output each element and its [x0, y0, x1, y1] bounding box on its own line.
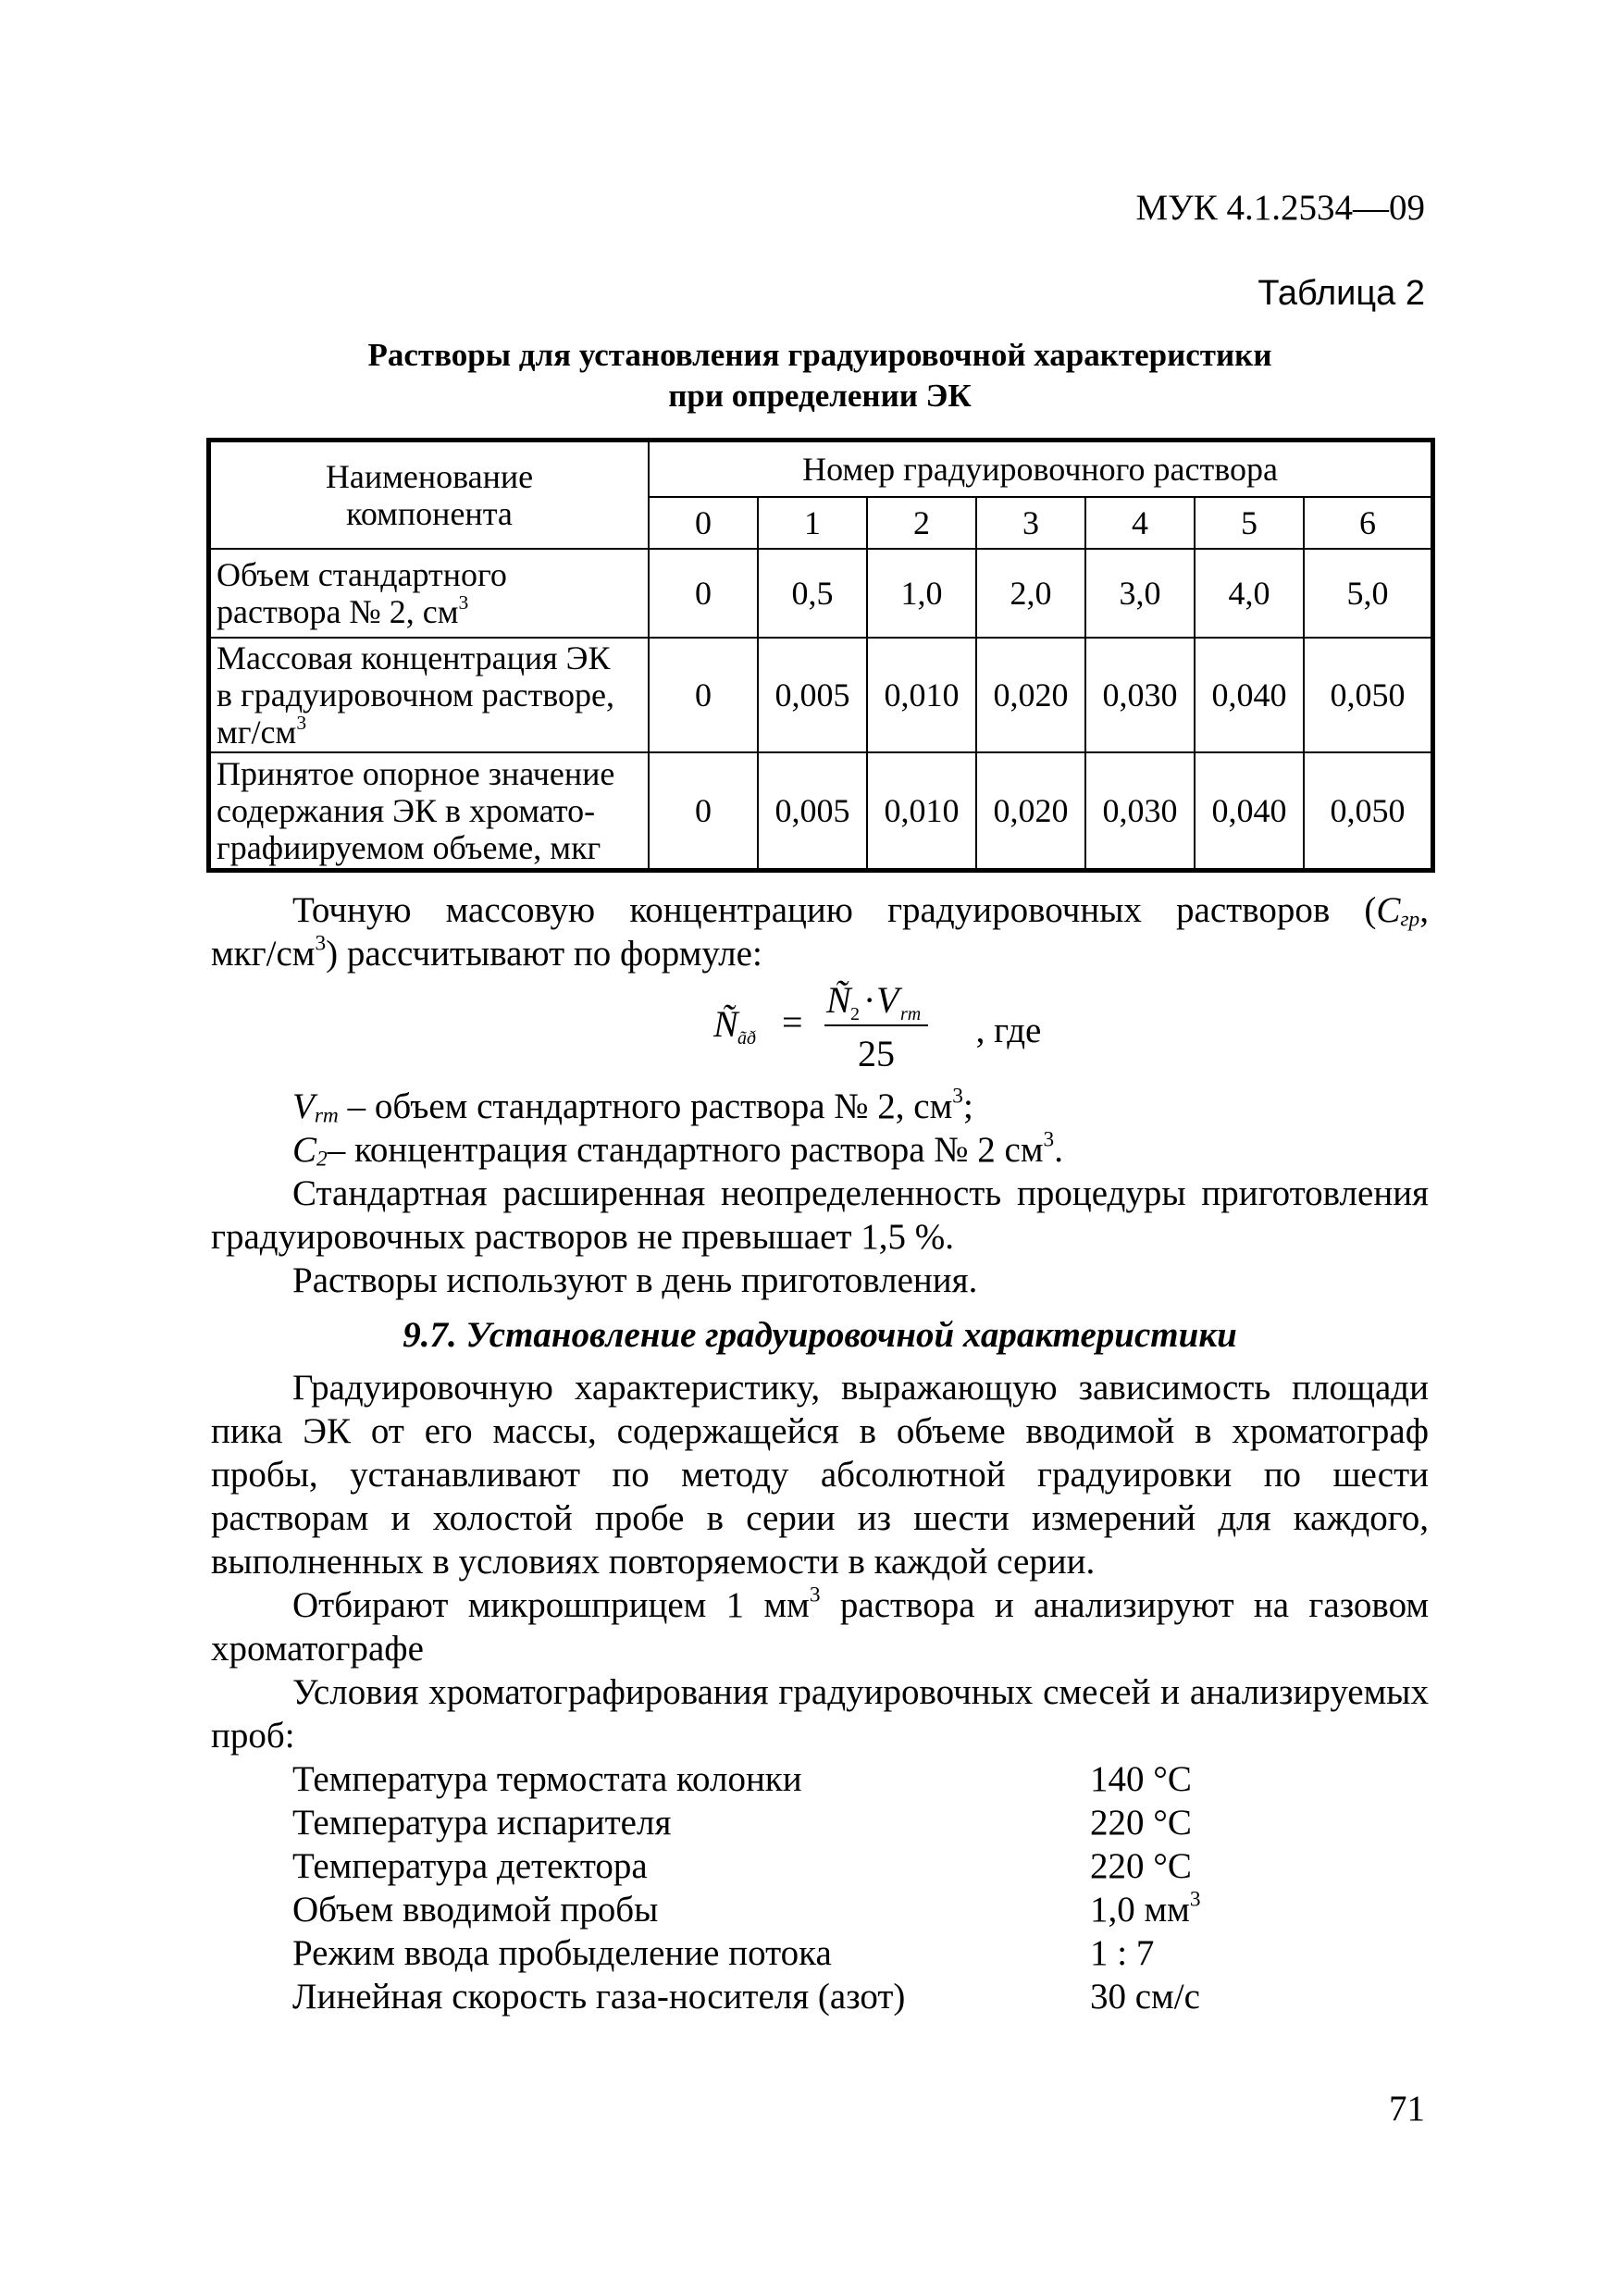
table-title [211, 335, 1429, 416]
formula-lhs: Ñ [712, 1003, 738, 1045]
table-row [210, 638, 1431, 752]
symbol-text: C [292, 1130, 317, 1170]
superscript: 3 [952, 1084, 963, 1109]
symbol-text: C [1376, 890, 1401, 930]
row-label-line: содержания ЭК в хромато- [217, 792, 596, 829]
table-row [210, 549, 1431, 638]
paragraph-formula-intro-line-2 [211, 932, 1429, 975]
row-label-text: мг/см [217, 714, 297, 751]
condition-label: Температура детектора [292, 1846, 648, 1886]
condition-value: 220 °С [1090, 1846, 1192, 1886]
table-cell: 0,040 [1195, 752, 1304, 869]
text-span: – объем стандартного раствора № 2, см [338, 1086, 953, 1126]
row-label-mass-concentration [210, 638, 649, 752]
formula-numerator-c-subscript: 2 [849, 1004, 860, 1024]
formula-equals: = [781, 1001, 803, 1043]
condition-value: 30 см/с [1090, 1977, 1200, 2017]
formula-numerator-c: Ñ [825, 979, 851, 1021]
table-cell: 5,0 [1304, 549, 1431, 638]
row-label-line: графиируемом объеме, мкг [217, 829, 601, 866]
condition-label: Режим ввода пробыделение потока [292, 1933, 832, 1973]
row-label-line: в градуировочном растворе, [217, 676, 615, 714]
table-cell: 2,0 [976, 549, 1085, 638]
condition-label: Температура испарителя [292, 1803, 672, 1843]
column-header-component [210, 441, 649, 549]
formula-where: , где [975, 1010, 1042, 1050]
table-row [210, 752, 1431, 869]
symbol-text: V [292, 1086, 315, 1126]
calibration-solutions-table [209, 441, 1432, 870]
table-cell: 0,050 [1304, 752, 1431, 869]
text-span: мкг/см [211, 934, 316, 974]
subscript: 2 [316, 1147, 328, 1172]
superscript: 3 [1043, 1127, 1055, 1152]
formula-numerator-v-subscript: rm [899, 1004, 921, 1024]
condition-label: Объем вводимой пробы [292, 1890, 659, 1930]
row-label-line [217, 711, 648, 751]
table-cell: 1,0 [867, 549, 976, 638]
condition-value-with-unit [1090, 1888, 1201, 1931]
solution-number-cell: 3 [976, 497, 1085, 549]
solution-number-cell: 2 [867, 497, 976, 549]
condition-value: 220 °С [1090, 1803, 1192, 1843]
superscript: 3 [315, 931, 327, 956]
formula-graphic [710, 975, 969, 1085]
list-item [211, 1888, 1429, 1931]
text-span: , [1419, 890, 1429, 930]
paragraph-uncertainty: Стандартная расширенная неопределенность процедуры приготовления градуировочных растворов не превышает 1,5 %. [211, 1173, 1429, 1257]
superscript: 3 [1189, 1887, 1201, 1912]
definition-vrm [211, 1085, 1429, 1128]
formula-lhs-subscript: ãð [737, 1028, 756, 1049]
text-span: . [1054, 1130, 1063, 1170]
section-title: 9.7. Установление градуировочной характеристики [403, 1315, 1237, 1355]
paragraph-calibration: Градуировочную характеристику, выражающую зависимость площади пика ЭК от его массы, содержащейся в объеме вводимой в хроматограф пробы, устанавливают по методу абсолютной градуировки по шести растворам и холостой пробе в серии из шести измерений для каждого, выполненных в условиях повторяемости в каждой серии. [211, 1368, 1429, 1582]
solution-number-cell: 5 [1195, 497, 1304, 549]
paragraph-formula-intro [211, 888, 1429, 932]
body-text [211, 888, 1429, 2018]
column-header-solution-number: Номер градуировочного раствора [649, 441, 1431, 497]
definitions [211, 1085, 1429, 1172]
condition-label: Температура термостата колонки [292, 1759, 802, 1799]
text-span: Отбирают микрошприцем 1 мм [292, 1585, 810, 1625]
formula [322, 975, 1429, 1085]
superscript: 3 [296, 711, 307, 734]
condition-label: Линейная скорость газа-носителя (азот) [292, 1977, 906, 2017]
symbol-c2 [292, 1130, 328, 1170]
table-cell: 0,010 [867, 638, 976, 752]
row-label-reference-content [210, 752, 649, 869]
table-cell: 4,0 [1195, 549, 1304, 638]
formula-numerator-v: V [875, 979, 899, 1021]
symbol-c [1376, 890, 1419, 930]
text-span: Точную массовую концентрацию градуировочных растворов ( [292, 890, 1377, 930]
condition-value: 1 : 7 [1090, 1933, 1155, 1973]
table-cell: 0 [649, 752, 758, 869]
condition-value: 140 °С [1090, 1759, 1192, 1799]
table-cell: 3,0 [1085, 549, 1195, 638]
chromatography-conditions [211, 1757, 1429, 2018]
subscript: rm [314, 1103, 339, 1128]
formula-multiply-dot: · [862, 979, 875, 1021]
list-item [211, 1801, 1429, 1844]
table-cell: 0,020 [976, 752, 1085, 869]
table-cell: 0,030 [1085, 752, 1195, 869]
solution-number-cell: 6 [1304, 497, 1431, 549]
solution-number-cell: 4 [1085, 497, 1195, 549]
solution-number-cell: 0 [649, 497, 758, 549]
definition-c2 [211, 1128, 1429, 1172]
formula-denominator: 25 [857, 1033, 895, 1074]
row-label-line: Массовая концентрация ЭК [217, 639, 611, 676]
page-number: 71 [1389, 2089, 1425, 2128]
list-item [211, 1975, 1429, 2018]
table-cell: 0 [649, 549, 758, 638]
paragraph-usage: Растворы используют в день приготовления. [292, 1260, 978, 1300]
list-item [211, 1757, 1429, 1801]
document-code: МУК 4.1.2534—09 [1135, 188, 1425, 228]
table-title-line-2: при определении ЭК [668, 378, 972, 414]
table-cell: 0,005 [758, 752, 867, 869]
paragraph-sampling [211, 1583, 1429, 1670]
text-span: ) рассчитывают по формуле: [326, 934, 762, 974]
row-label-text: раствора № 2, см [217, 593, 459, 630]
symbol-v [292, 1086, 339, 1126]
row-label-line: Объем стандартного [217, 556, 507, 593]
row-label-line [217, 590, 648, 630]
table-cell: 0,050 [1304, 638, 1431, 752]
table-cell: 0,020 [976, 638, 1085, 752]
list-item [211, 1931, 1429, 1975]
table-cell: 0,5 [758, 549, 867, 638]
solution-number-cell: 1 [758, 497, 867, 549]
row-label-line: Принятое опорное значение [217, 755, 615, 792]
text-span: раствора и анализируют на газовом хроматографе [211, 1585, 1430, 1669]
table-cell: 0,010 [867, 752, 976, 869]
table-cell: 0 [649, 638, 758, 752]
row-label-standard-volume [210, 549, 649, 638]
superscript: 3 [809, 1582, 821, 1607]
table-cell: 0,005 [758, 638, 867, 752]
column-header-component-line-2: компонента [346, 495, 513, 532]
table-title-line-1: Растворы для установления градуировочной характеристики [367, 337, 1272, 373]
subscript: гр [1400, 907, 1420, 932]
paragraph-conditions-intro: Условия хроматографирования градуировочных смесей и анализируемых проб: [211, 1672, 1429, 1756]
column-header-component-line-1: Наименование [325, 458, 534, 495]
table-cell: 0,040 [1195, 638, 1304, 752]
condition-value: 1,0 мм [1090, 1890, 1190, 1930]
superscript: 3 [458, 590, 469, 614]
list-item [211, 1844, 1429, 1888]
text-span: ; [962, 1086, 973, 1126]
table-cell: 0,030 [1085, 638, 1195, 752]
text-span: – концентрация стандартного раствора № 2 см [327, 1130, 1044, 1170]
table-label: Таблица 2 [1258, 274, 1425, 313]
